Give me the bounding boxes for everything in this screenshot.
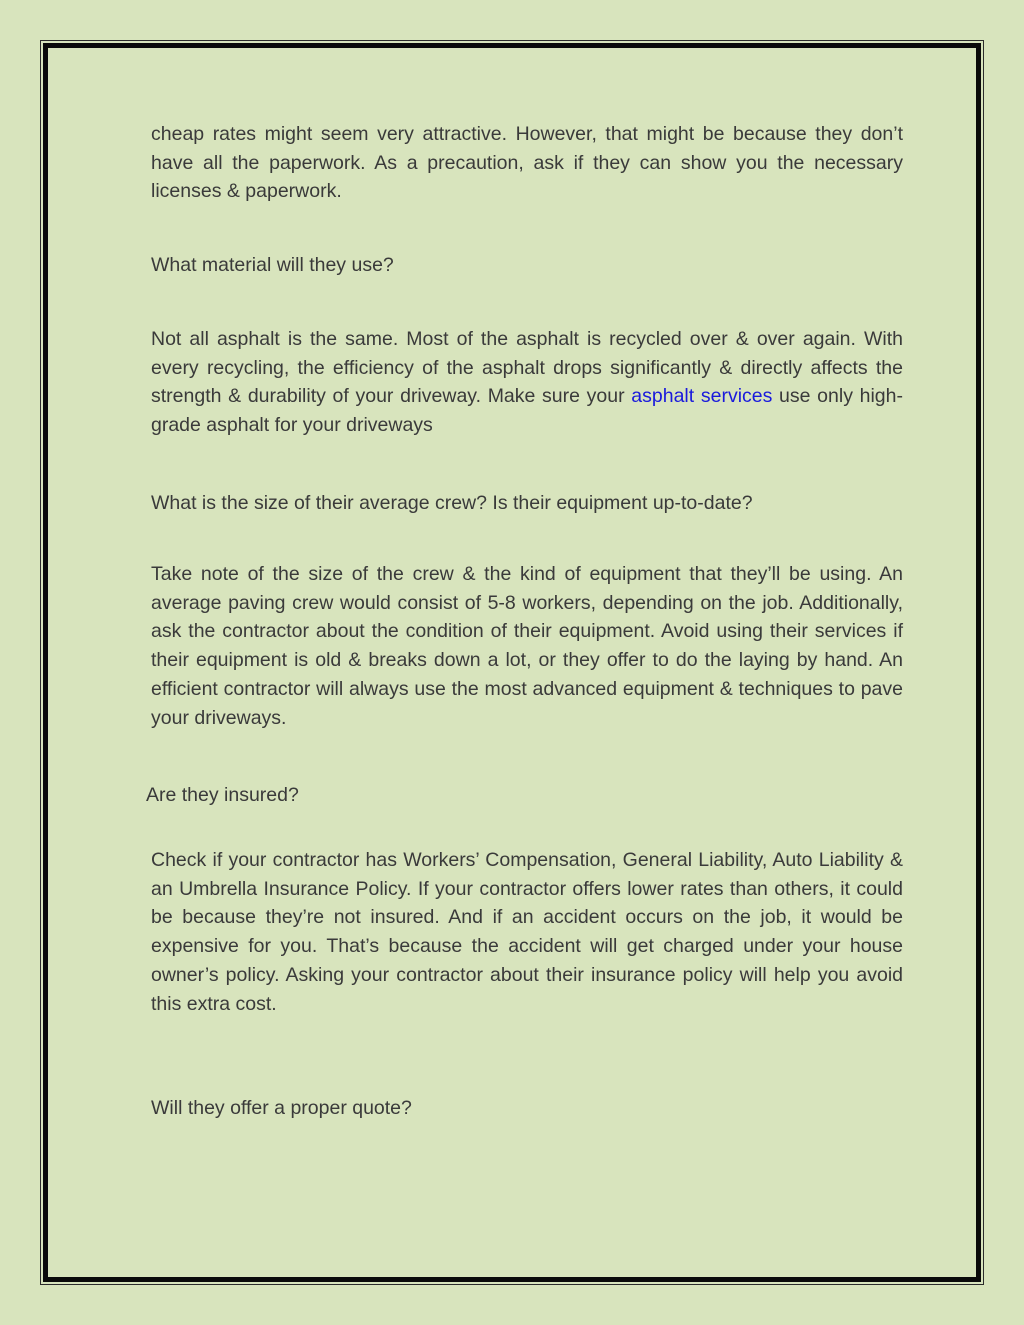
heading-quote: Will they offer a proper quote? — [151, 1097, 412, 1119]
paragraph-asphalt-text-before: Not all asphalt is the same. Most of the asphalt is recycled over & over again. With every recycling, the efficiency of the asphalt drops significantly & directly affects the strength & durability of your driveway. Make sure your — [151, 328, 903, 408]
heading-material: What material will they use? — [151, 254, 394, 276]
paragraph-crew: Take note of the size of the crew & the kind of equipment that they’ll be using. An average paving crew would consist of 5-8 workers, depending on the job. Additionally, ask the contractor about the condition of their equipment. Avoid using their services if their equipment is old & breaks down a lot, or they offer to do the laying by hand. An efficient contractor will always use the most advanced equipment & techniques to pave your driveways. — [151, 563, 903, 729]
paragraph-asphalt-text-after: use only high-grade asphalt for your driveways — [151, 385, 903, 437]
paragraph-insurance: Check if your contractor has Workers’ Compensation, General Liability, Auto Liability & an Umbrella Insurance Policy. If your contractor offers lower rates than others, it could be because they’re not insured. And if an accident occurs on the job, it would be expensive for you. That’s because the accident will get charged under your house owner’s policy. Asking your contractor about their insurance policy will help you avoid this extra cost. — [151, 849, 903, 1015]
asphalt-services-link[interactable]: asphalt services — [631, 385, 773, 408]
heading-crew: What is the size of their average crew? Is their equipment up-to-date? — [151, 492, 753, 514]
paragraph-asphalt — [151, 325, 903, 440]
heading-insured: Are they insured? — [146, 784, 299, 806]
paragraph-licenses: cheap rates might seem very attractive. However, that might be because they don’t have all the paperwork. As a precaution, ask if they can show you the necessary licenses & paperwork. — [151, 123, 903, 203]
